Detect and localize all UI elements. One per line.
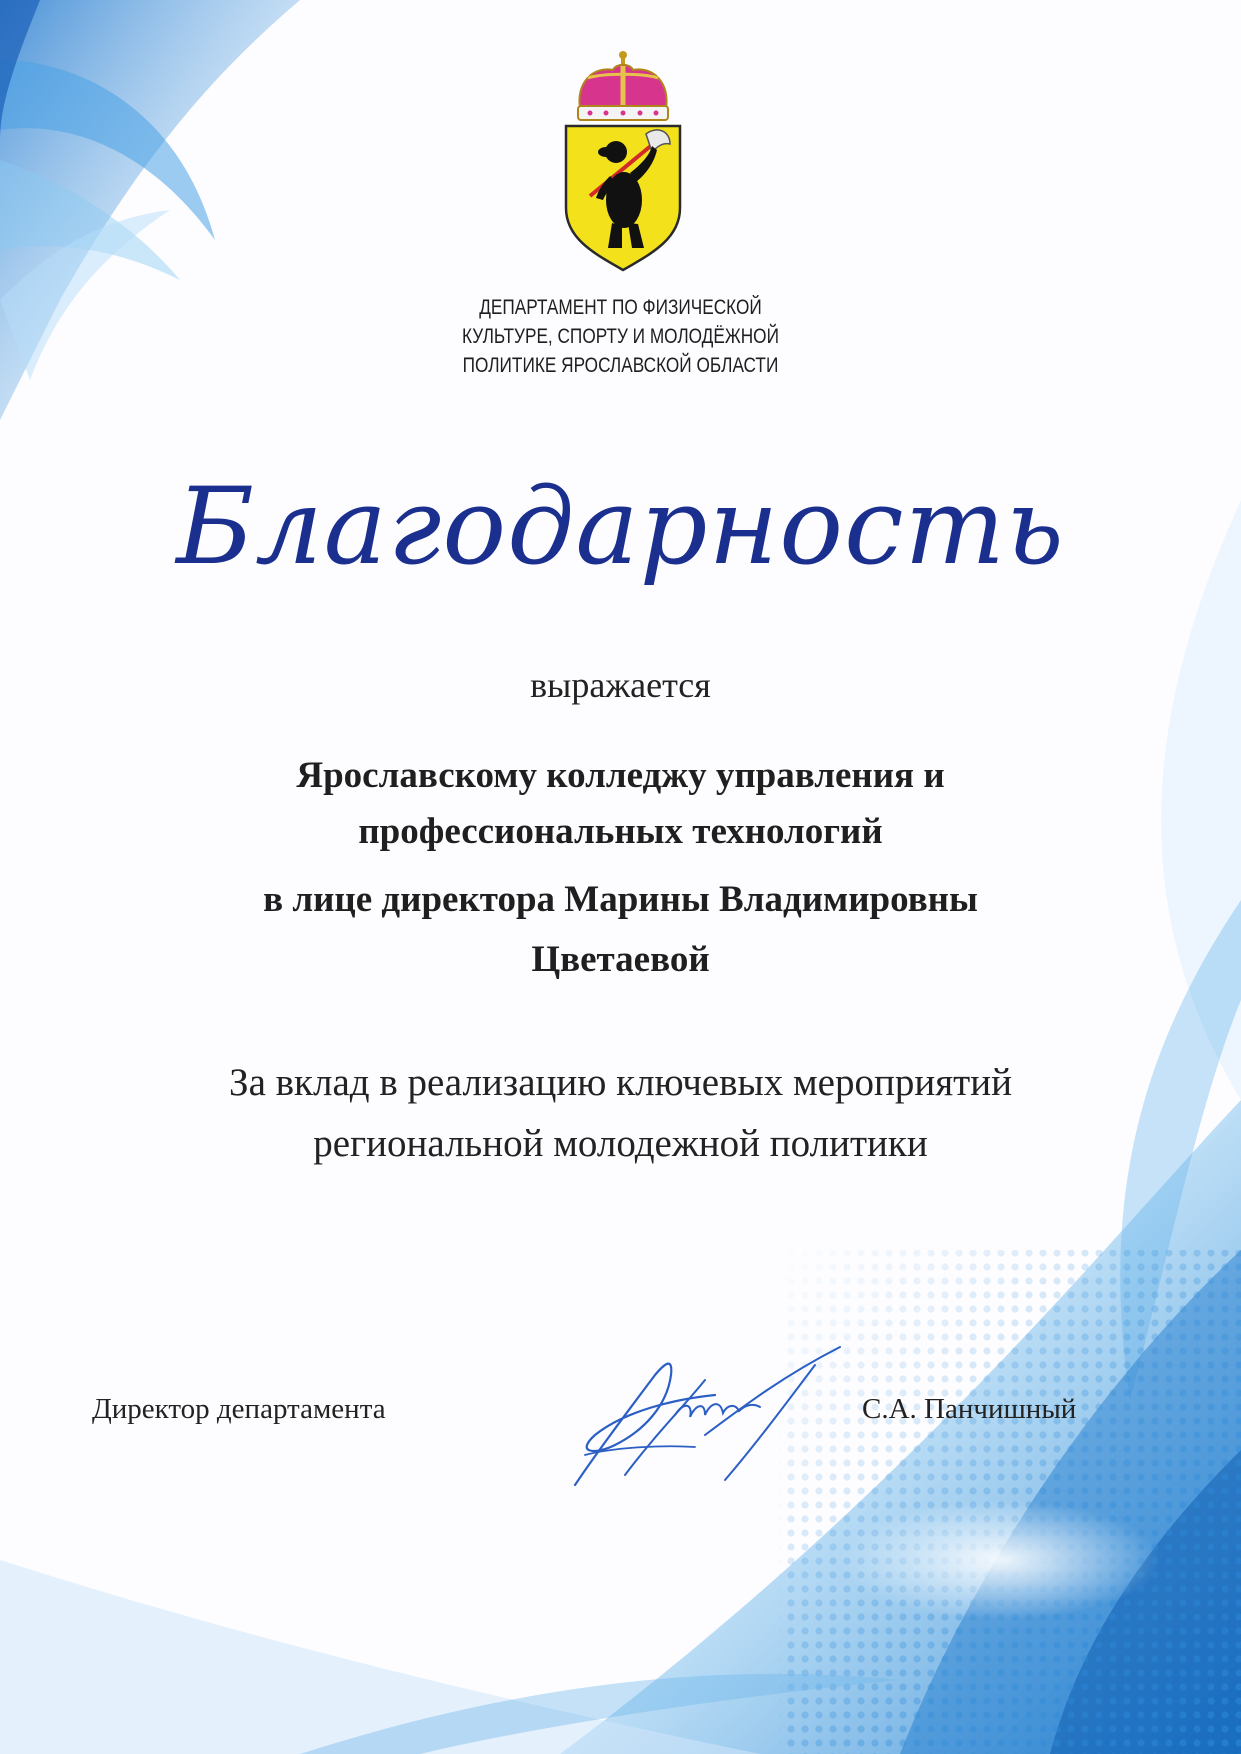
person-line-2: Цветаевой bbox=[531, 939, 710, 980]
department-name bbox=[358, 293, 884, 380]
recipient-person bbox=[60, 870, 1181, 990]
handwritten-signature bbox=[555, 1335, 855, 1495]
recipient-name bbox=[60, 748, 1181, 860]
award-reason bbox=[60, 1052, 1181, 1174]
certificate-title: Благодарность bbox=[176, 465, 1065, 588]
department-line-3: ПОЛИТИКЕ ЯРОСЛАВСКОЙ ОБЛАСТИ bbox=[462, 354, 779, 377]
department-line-1: ДЕПАРТАМЕНТ ПО ФИЗИЧЕСКОЙ bbox=[479, 296, 762, 319]
expressed-text: выражается bbox=[530, 665, 711, 705]
recipient-line-1: Ярославскому колледжу управления и bbox=[296, 755, 945, 796]
signatory-name: С.А. Панчишный bbox=[862, 1393, 1077, 1425]
person-line-1: в лице директора Марины Владимировны bbox=[263, 879, 978, 920]
recipient-line-2: профессиональных технологий bbox=[358, 811, 883, 852]
yaroslavl-coat-of-arms-icon bbox=[558, 48, 688, 278]
department-line-2: КУЛЬТУРЕ, СПОРТУ И МОЛОДЁЖНОЙ bbox=[462, 325, 779, 348]
crown-icon bbox=[578, 51, 668, 120]
reason-line-1: За вклад в реализацию ключевых мероприятий bbox=[229, 1061, 1012, 1104]
reason-line-2: региональной молодежной политики bbox=[313, 1122, 928, 1165]
signatory-position: Директор департамента bbox=[92, 1393, 386, 1425]
